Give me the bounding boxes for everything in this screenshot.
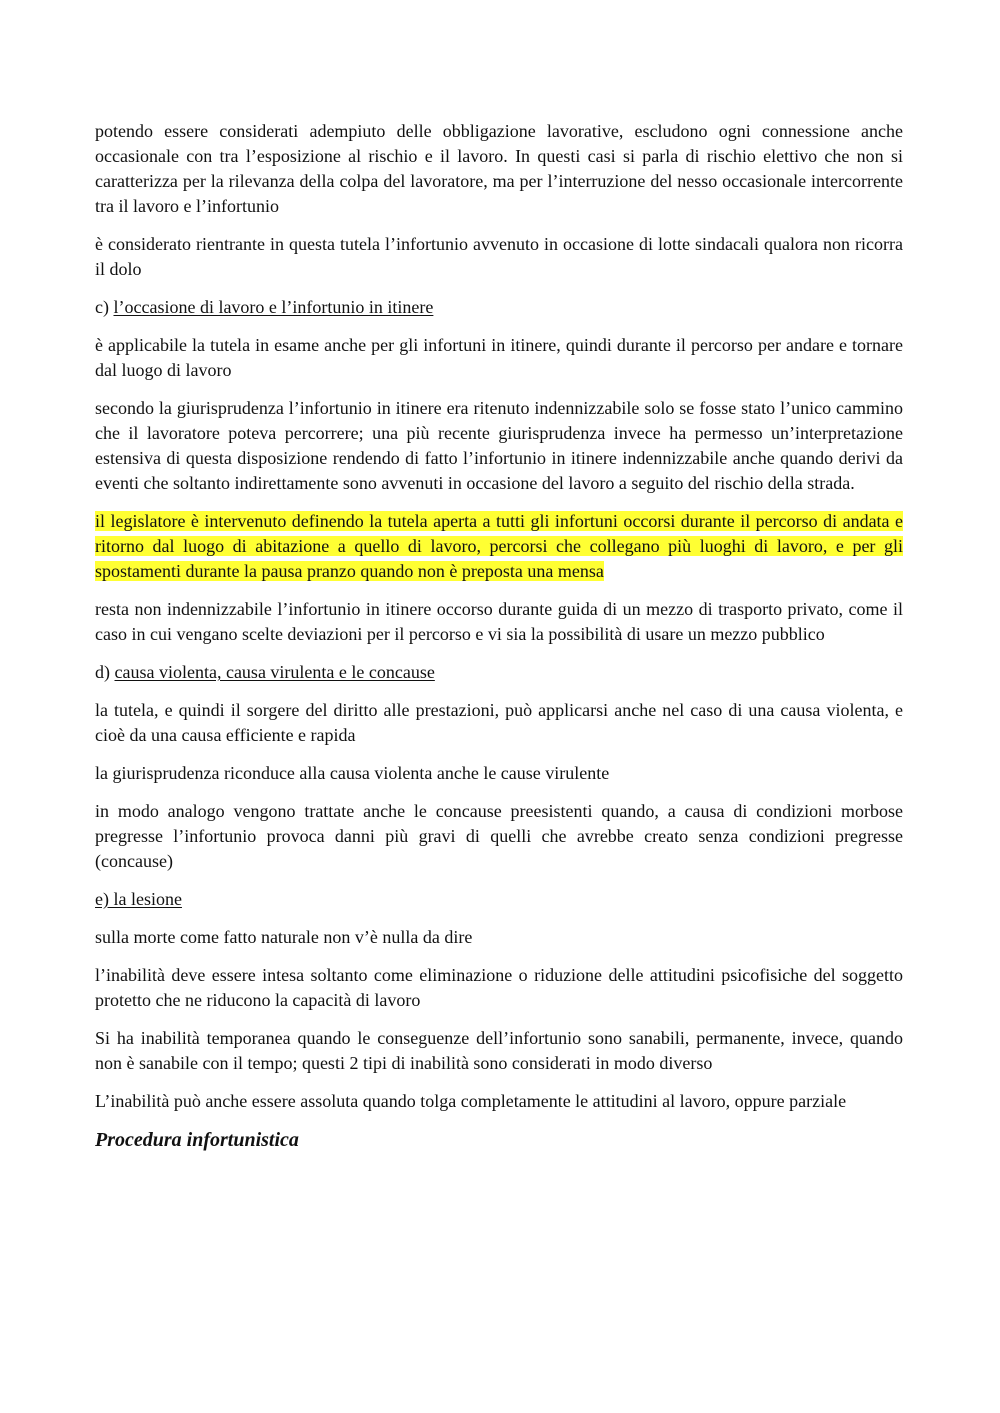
section-e-prefix: e) <box>95 889 109 909</box>
section-d-title: causa violenta, causa virulenta e le concause <box>114 662 435 682</box>
section-d-heading <box>95 660 903 685</box>
paragraph-cause-virulente: la giurisprudenza riconduce alla causa violenta anche le cause virulente <box>95 763 610 783</box>
paragraph-inabilita-assoluta: L’inabilità può anche essere assoluta quando tolga completamente le attitudini al lavoro, oppure parziale <box>95 1091 847 1111</box>
paragraph-lotte-sindacali: è considerato rientrante in questa tutela l’infortunio avvenuto in occasione di lotte sindacali qualora non ricorra il dolo <box>95 234 903 279</box>
paragraph-inabilita-definizione: l’inabilità deve essere intesa soltanto come eliminazione o riduzione delle attitudini psicofisiche del soggetto protetto che ne riducono la capacità di lavoro <box>95 965 903 1010</box>
paragraph-infortuni-itinere: è applicabile la tutela in esame anche per gli infortuni in itinere, quindi durante il percorso per andare e tornare dal luogo di lavoro <box>95 335 903 380</box>
paragraph-morte: sulla morte come fatto naturale non v’è nulla da dire <box>95 927 473 947</box>
paragraph-legislatore-highlighted <box>95 509 903 584</box>
paragraph-rischio-elettivo: potendo essere considerati adempiuto delle obbligazione lavorative, escludono ogni connessione anche occasionale con tra l’esposizione al rischio e il lavoro. In questi casi si parla di rischio elettivo che non si caratterizza per la rilevanza della colpa del lavoratore, ma per l’interruzione del nesso occasionale intercorrente tra il lavoro e l’infortunio <box>95 121 903 216</box>
section-d-prefix: d) <box>95 662 115 682</box>
paragraph-inabilita-temporanea: Si ha inabilità temporanea quando le conseguenze dell’infortunio sono sanabili, permanente, invece, quando non è sanabile con il tempo; questi 2 tipi di inabilità sono considerati in modo diverso <box>95 1028 903 1073</box>
highlighted-text: il legislatore è intervenuto definendo la tutela aperta a tutti gli infortuni occorsi durante il percorso di andata e ritorno dal luogo di abitazione a quello di lavoro, percorsi che collegano più luoghi di lavoro, e per gli spostamenti durante la pausa pranzo quando non è preposta una mensa <box>95 511 903 581</box>
document-page <box>95 119 903 1153</box>
paragraph-mezzo-privato: resta non indennizzabile l’infortunio in itinere occorso durante guida di un mezzo di trasporto privato, come il caso in cui vengano scelte deviazioni per il percorso e vi sia la possibilità di usare un mezzo pubblico <box>95 599 903 644</box>
section-c-heading <box>95 295 903 320</box>
paragraph-causa-violenta: la tutela, e quindi il sorgere del diritto alle prestazioni, può applicarsi anche nel caso di una causa violenta, e cioè da una causa efficiente e rapida <box>95 700 903 745</box>
paragraph-concause: in modo analogo vengono trattate anche le concause preesistenti quando, a causa di condizioni morbose pregresse l’infortunio provoca danni più gravi di quelli che avrebbe creato senza condizioni pregresse (concause) <box>95 801 903 871</box>
section-e-title: la lesione <box>108 889 182 909</box>
paragraph-giurisprudenza-itinere: secondo la giurisprudenza l’infortunio in itinere era ritenuto indennizzabile solo se fosse stato l’unico cammino che il lavoratore poteva percorrere; una più recente giurisprudenza invece ha permesso un’interpretazione estensiva di questa disposizione rendendo di fatto l’infortunio in itinere indennizzabile anche quando derivi da eventi che soltanto indirettamente sono avvenuti in occasione del lavoro a seguito del rischio della strada. <box>95 398 903 493</box>
section-c-prefix: c) <box>95 297 114 317</box>
section-c-title: l’occasione di lavoro e l’infortunio in itinere <box>113 297 434 317</box>
section-e-heading <box>95 887 903 912</box>
section-heading-procedura: Procedura infortunistica <box>95 1129 299 1151</box>
